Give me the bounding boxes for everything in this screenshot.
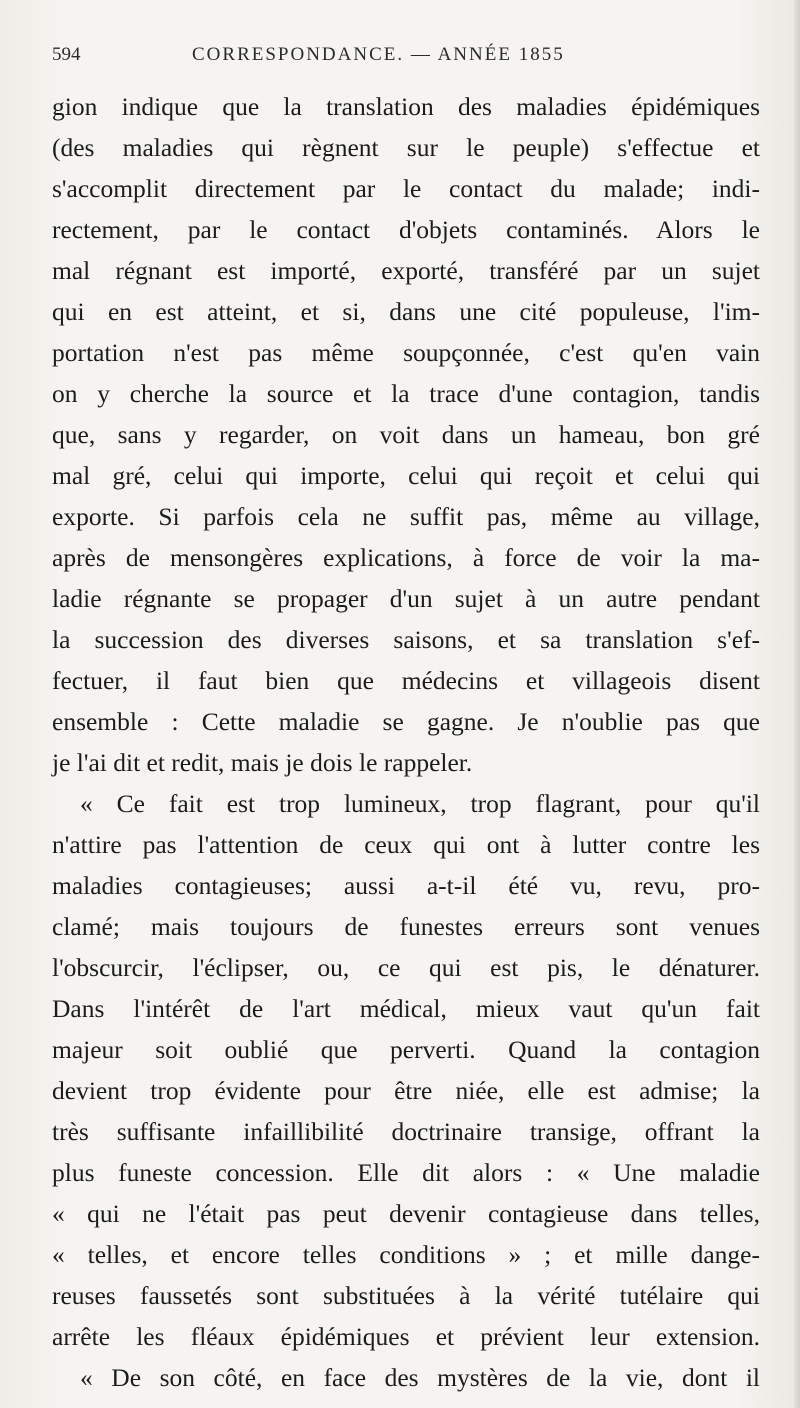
- text-line: « De son côté, en face des mystères de la vie, dont il: [80, 1363, 760, 1392]
- text-line: arrête les fléaux épidémiques et prévient leur extension.: [52, 1322, 760, 1351]
- text-line: gion indique que la translation des maladies épidémiques: [52, 92, 760, 121]
- text-line: reuses faussetés sont substituées à la vérité tutélaire qui: [52, 1281, 760, 1310]
- running-header: [52, 44, 757, 74]
- text-line: qui en est atteint, et si, dans une cité populeuse, l'im-: [52, 297, 760, 326]
- text-line: « qui ne l'était pas peut devenir contagieuse dans telles,: [52, 1199, 760, 1228]
- text-line: « Ce fait est trop lumineux, trop flagrant, pour qu'il: [80, 789, 760, 818]
- text-line: je l'ai dit et redit, mais je dois le rappeler.: [52, 748, 473, 777]
- text-line: majeur soit oublié que perverti. Quand la contagion: [52, 1035, 760, 1064]
- text-line: très suffisante infaillibilité doctrinaire transige, offrant la: [52, 1117, 760, 1146]
- text-line: ladie régnante se propager d'un sujet à un autre pendant: [52, 584, 760, 613]
- text-line: mal gré, celui qui importe, celui qui reçoit et celui qui: [52, 461, 760, 490]
- text-line: portation n'est pas même soupçonnée, c'est qu'en vain: [52, 338, 760, 367]
- text-line: « telles, et encore telles conditions » ; et mille dange-: [52, 1240, 760, 1269]
- text-line: mal régnant est importé, exporté, transféré par un sujet: [52, 256, 760, 285]
- text-line: (des maladies qui règnent sur le peuple) s'effectue et: [52, 133, 760, 162]
- running-title: CORRESPONDANCE. — ANNÉE 1855: [192, 44, 565, 65]
- text-line: n'attire pas l'attention de ceux qui ont à lutter contre les: [52, 830, 760, 859]
- text-line: la succession des diverses saisons, et sa translation s'ef-: [52, 625, 760, 654]
- text-line: que, sans y regarder, on voit dans un hameau, bon gré: [52, 420, 760, 449]
- text-line: fectuer, il faut bien que médecins et villageois disent: [52, 666, 760, 695]
- text-line: après de mensongères explications, à force de voir la ma-: [52, 543, 760, 572]
- text-line: on y cherche la source et la trace d'une contagion, tandis: [52, 379, 760, 408]
- text-line: ensemble : Cette maladie se gagne. Je n'oublie pas que: [52, 707, 760, 736]
- text-line: Dans l'intérêt de l'art médical, mieux vaut qu'un fait: [52, 994, 760, 1023]
- text-line: rectement, par le contact d'objets contaminés. Alors le: [52, 215, 760, 244]
- text-line: plus funeste concession. Elle dit alors : « Une maladie: [52, 1158, 760, 1187]
- page-edge: [794, 0, 800, 1408]
- page-number: 594: [52, 44, 81, 65]
- text-line: l'obscurcir, l'éclipser, ou, ce qui est pis, le dénaturer.: [52, 953, 760, 982]
- text-line: exporte. Si parfois cela ne suffit pas, même au village,: [52, 502, 760, 531]
- text-body: [52, 86, 760, 1398]
- text-line: clamé; mais toujours de funestes erreurs sont venues: [52, 912, 760, 941]
- text-line: maladies contagieuses; aussi a-t-il été vu, revu, pro-: [52, 871, 760, 900]
- text-line: devient trop évidente pour être niée, elle est admise; la: [52, 1076, 760, 1105]
- text-line: s'accomplit directement par le contact du malade; indi-: [52, 174, 760, 203]
